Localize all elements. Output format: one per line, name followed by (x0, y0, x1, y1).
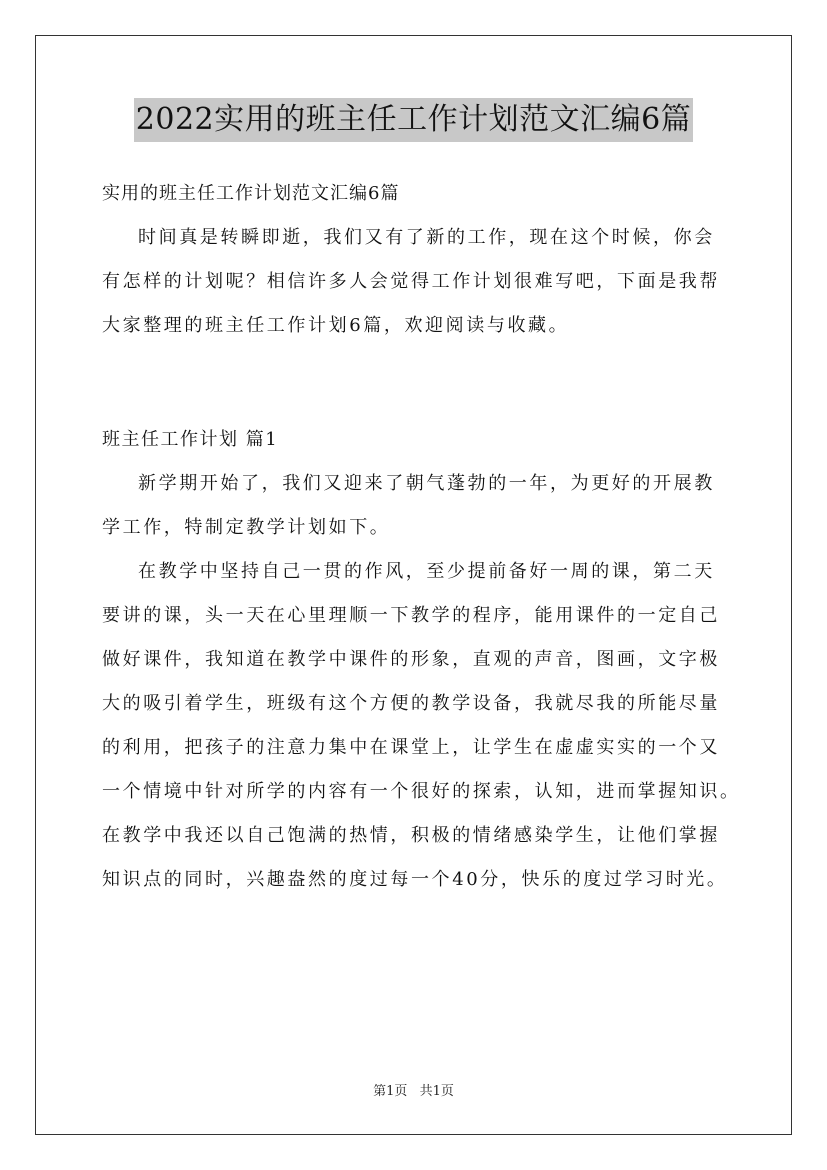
intro-line: 时间真是转瞬即逝，我们又有了新的工作，现在这个时候，你会 (138, 227, 715, 248)
paragraph-line: 在教学中坚持自己一贯的作风，至少提前备好一周的课，第二天 (138, 561, 715, 582)
title-wrap (0, 98, 827, 142)
paragraph-2 (102, 550, 742, 902)
spacer (102, 348, 742, 418)
page-total: 共1页 (419, 1084, 454, 1099)
paragraph-line: 要讲的课，头一天在心里理顺一下教学的程序，能用课件的一定自己 (102, 605, 720, 626)
paragraph-line: 知识点的同时，兴趣盎然的度过每一个40分，快乐的度过学习时光。 (102, 869, 728, 890)
paragraph-1 (102, 462, 742, 550)
paragraph-line: 一个情境中针对所学的内容有一个很好的探索，认知，进而掌握知识。 (102, 781, 741, 802)
paragraph-line: 学工作，特制定教学计划如下。 (102, 517, 391, 538)
paragraph-line: 新学期开始了，我们又迎来了朝气蓬勃的一年，为更好的开展教 (138, 473, 715, 494)
page-number: 第1页 (373, 1084, 408, 1099)
intro-line: 有怎样的计划呢？相信许多人会觉得工作计划很难写吧，下面是我帮 (102, 271, 720, 292)
section-heading: 班主任工作计划 篇1 (102, 429, 279, 450)
intro-line: 大家整理的班主任工作计划6篇，欢迎阅读与收藏。 (102, 315, 570, 336)
paragraph-line: 的利用，把孩子的注意力集中在课堂上，让学生在虚虚实实的一个又 (102, 737, 720, 758)
document-body (102, 172, 742, 902)
paragraph-line: 在教学中我还以自己饱满的热情，积极的情绪感染学生，让他们掌握 (102, 825, 720, 846)
intro-paragraph (102, 216, 742, 348)
paragraph-line: 做好课件，我知道在教学中课件的形象，直观的声音，图画，文字极 (102, 649, 720, 670)
page-footer (0, 1080, 827, 1099)
document-title: 2022实用的班主任工作计划范文汇编6篇 (134, 98, 693, 142)
document-subtitle: 实用的班主任工作计划范文汇编6篇 (102, 183, 400, 204)
paragraph-line: 大的吸引着学生，班级有这个方便的教学设备，我就尽我的所能尽量 (102, 693, 720, 714)
